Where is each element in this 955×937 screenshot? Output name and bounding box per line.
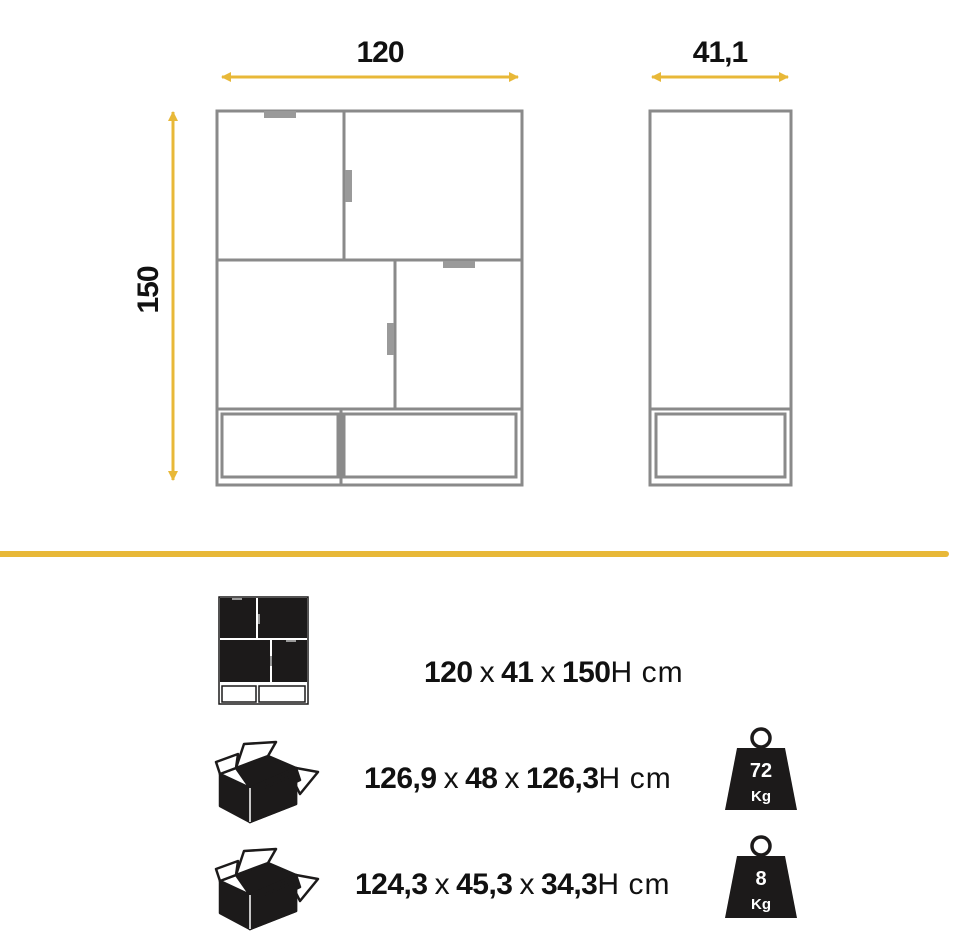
weight-icon — [725, 729, 797, 810]
weight-icon — [725, 837, 797, 918]
spec-unit: cm — [629, 762, 672, 795]
spec-width: 120 — [424, 656, 473, 689]
open-box-icon — [216, 742, 318, 822]
package-2-dimensions — [355, 868, 671, 902]
handle-top-right — [345, 170, 352, 202]
weight-value: 8 — [755, 868, 767, 890]
side-compartment — [656, 414, 785, 477]
width-dimension — [222, 36, 518, 77]
side-outline — [650, 111, 791, 485]
spec-depth: 45,3 — [456, 868, 513, 901]
spec-height-suffix: H — [610, 656, 632, 689]
spec-width: 126,9 — [364, 762, 437, 795]
spec-depth: 48 — [465, 762, 498, 795]
spec-separator: x — [434, 868, 450, 901]
spec-width: 124,3 — [355, 868, 428, 901]
weight-unit: Kg — [751, 896, 771, 913]
handle-top-left — [264, 111, 296, 118]
spec-unit: cm — [641, 656, 684, 689]
cabinet-outline — [217, 111, 522, 485]
open-compartment-right — [344, 414, 516, 477]
spec-height: 126,3 — [525, 762, 599, 795]
furniture-icon — [219, 597, 308, 704]
weight-value: 72 — [749, 760, 773, 782]
spec-height: 150 — [561, 656, 611, 689]
spec-separator: x — [519, 868, 534, 901]
open-compartment-left — [222, 414, 338, 477]
depth-label: 41,1 — [692, 36, 748, 69]
handle-bottom-right — [443, 261, 475, 268]
open-box-icon — [216, 849, 318, 929]
spec-separator: x — [540, 656, 555, 689]
spec-height-suffix: H — [597, 868, 619, 901]
product-dimensions — [424, 656, 684, 690]
spec-separator: x — [443, 762, 459, 795]
spec-unit: cm — [628, 868, 671, 901]
cabinet-front-view — [217, 111, 522, 485]
width-label: 120 — [356, 36, 404, 69]
spec-separator: x — [479, 656, 495, 689]
height-label: 150 — [132, 266, 165, 314]
spec-height-suffix: H — [598, 762, 620, 795]
depth-dimension — [652, 36, 788, 77]
height-dimension — [132, 112, 173, 480]
weight-unit: Kg — [751, 788, 771, 805]
spec-depth: 41 — [501, 656, 534, 689]
cabinet-side-view — [650, 111, 791, 485]
handle-bottom-left — [387, 323, 394, 355]
spec-height: 34,3 — [540, 868, 598, 901]
spec-separator: x — [504, 762, 519, 795]
cabinet-handles — [264, 111, 475, 355]
package-1-dimensions — [364, 762, 672, 796]
